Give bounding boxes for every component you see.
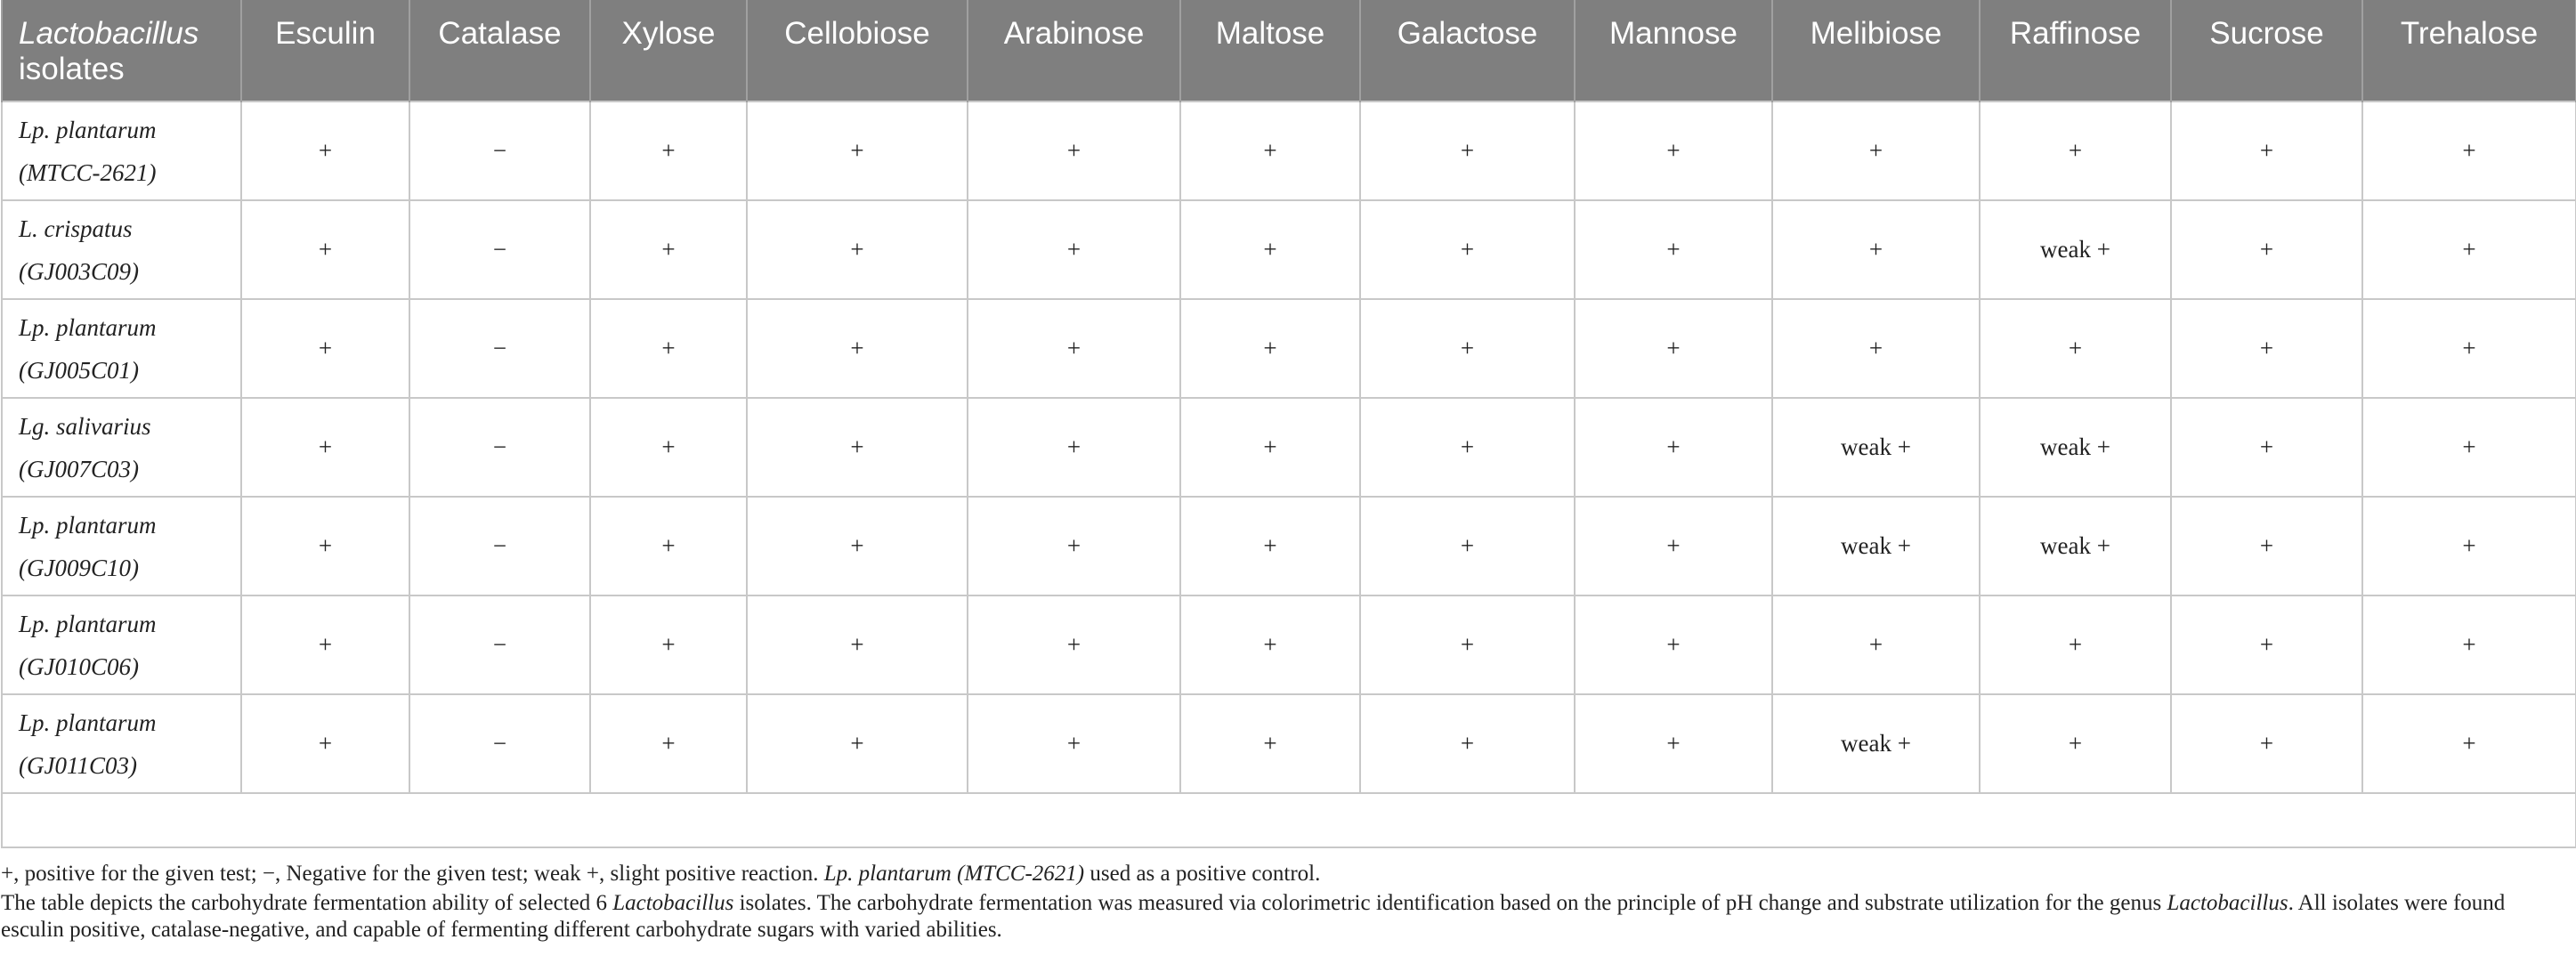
result-cell: + [1980, 595, 2171, 694]
result-cell: + [1575, 497, 1772, 595]
result-cell: + [1772, 299, 1980, 398]
result-cell: + [968, 299, 1180, 398]
empty-cell [2, 793, 2576, 847]
result-cell: + [1772, 200, 1980, 299]
isolate-name: Lp. plantarum [19, 709, 157, 736]
result-cell: + [590, 595, 747, 694]
header-mannose: Mannose [1575, 0, 1772, 101]
result-cell: + [2362, 200, 2576, 299]
isolate-strain: (GJ005C01) [19, 356, 139, 384]
result-cell: weak + [1772, 694, 1980, 793]
description-note [1, 890, 2564, 944]
result-cell: + [968, 101, 1180, 200]
result-cell: + [2362, 595, 2576, 694]
result-cell: + [2362, 299, 2576, 398]
result-cell: + [590, 299, 747, 398]
result-cell: + [241, 299, 409, 398]
result-cell: + [590, 398, 747, 497]
header-melibiose: Melibiose [1772, 0, 1980, 101]
result-cell: + [747, 200, 968, 299]
header-isolates-word: isolates [19, 52, 125, 86]
result-cell: − [409, 595, 590, 694]
isolate-name: L. crispatus [19, 215, 133, 242]
isolate-strain: (MTCC-2621) [19, 158, 157, 186]
header-trehalose: Trehalose [2362, 0, 2576, 101]
result-cell: + [2362, 398, 2576, 497]
header-isolates [2, 0, 241, 101]
header-sucrose: Sucrose [2171, 0, 2362, 101]
isolate-cell [2, 497, 241, 595]
result-cell: + [1180, 200, 1360, 299]
result-cell: + [590, 101, 747, 200]
result-cell: + [1360, 398, 1575, 497]
result-cell: − [409, 694, 590, 793]
header-cellobiose: Cellobiose [747, 0, 968, 101]
table-body [2, 101, 2576, 847]
legend-control-text: used as a positive control. [1090, 862, 1321, 886]
result-cell: + [2171, 497, 2362, 595]
header-isolates-genus: Lactobacillus [19, 16, 199, 51]
fermentation-table [1, 0, 2576, 848]
table-row [2, 200, 2576, 299]
header-maltose: Maltose [1180, 0, 1360, 101]
result-cell: + [1575, 101, 1772, 200]
result-cell: + [1980, 101, 2171, 200]
result-cell: + [1575, 200, 1772, 299]
isolate-cell [2, 694, 241, 793]
result-cell: + [1360, 497, 1575, 595]
isolate-strain: (GJ007C03) [19, 455, 139, 482]
result-cell: + [2171, 299, 2362, 398]
result-cell: + [747, 694, 968, 793]
result-cell: + [1575, 398, 1772, 497]
result-cell: + [590, 200, 747, 299]
result-cell: + [2362, 497, 2576, 595]
result-cell: + [1180, 595, 1360, 694]
result-cell: + [1772, 595, 1980, 694]
result-cell: weak + [1980, 200, 2171, 299]
isolate-strain: (GJ009C10) [19, 554, 139, 581]
legend-control-strain: Lp. plantarum (MTCC-2621) [823, 862, 1085, 886]
result-cell: + [747, 497, 968, 595]
result-cell: + [968, 497, 1180, 595]
isolate-cell [2, 398, 241, 497]
result-cell: + [241, 101, 409, 200]
result-cell: + [2171, 595, 2362, 694]
legend-note [1, 861, 2564, 887]
table-row [2, 299, 2576, 398]
result-cell: + [590, 497, 747, 595]
desc-part2: isolates. The carbohydrate fermentation was measured via colorimetric identification based on the principle of pH change and substrate utilization for the genus [739, 891, 2162, 915]
header-row [2, 0, 2576, 101]
isolate-strain: (GJ011C03) [19, 751, 137, 779]
result-cell: + [1180, 497, 1360, 595]
result-cell: + [747, 398, 968, 497]
result-cell: + [241, 595, 409, 694]
result-cell: + [241, 200, 409, 299]
result-cell: + [1980, 694, 2171, 793]
legend-text: +, positive for the given test; −, Negative for the given test; weak +, slight positive reaction. [1, 862, 819, 886]
empty-row [2, 793, 2576, 847]
result-cell: + [2171, 694, 2362, 793]
isolate-name: Lg. salivarius [19, 412, 151, 440]
header-arabinose: Arabinose [968, 0, 1180, 101]
result-cell: + [1360, 595, 1575, 694]
result-cell: + [1360, 200, 1575, 299]
header-xylose: Xylose [590, 0, 747, 101]
result-cell: + [1180, 398, 1360, 497]
result-cell: + [968, 200, 1180, 299]
result-cell: − [409, 497, 590, 595]
result-cell: − [409, 200, 590, 299]
desc-genus-1: Lactobacillus [612, 891, 734, 915]
result-cell: + [968, 595, 1180, 694]
isolate-strain: (GJ003C09) [19, 257, 139, 285]
isolate-cell [2, 200, 241, 299]
result-cell: − [409, 299, 590, 398]
table-row [2, 497, 2576, 595]
result-cell: + [1180, 299, 1360, 398]
result-cell: + [1980, 299, 2171, 398]
result-cell: + [1180, 694, 1360, 793]
result-cell: + [241, 694, 409, 793]
result-cell: + [1772, 101, 1980, 200]
isolate-cell [2, 101, 241, 200]
result-cell: + [1360, 299, 1575, 398]
result-cell: + [1360, 694, 1575, 793]
result-cell: + [2362, 101, 2576, 200]
result-cell: − [409, 398, 590, 497]
header-esculin: Esculin [241, 0, 409, 101]
result-cell: + [747, 595, 968, 694]
result-cell: + [2171, 398, 2362, 497]
result-cell: weak + [1980, 497, 2171, 595]
table-row [2, 595, 2576, 694]
isolate-cell [2, 595, 241, 694]
table-footnotes [1, 861, 2564, 946]
result-cell: weak + [1980, 398, 2171, 497]
result-cell: + [1575, 694, 1772, 793]
result-cell: + [1360, 101, 1575, 200]
isolate-name: Lp. plantarum [19, 610, 157, 637]
result-cell: + [747, 299, 968, 398]
result-cell: + [241, 497, 409, 595]
isolate-cell [2, 299, 241, 398]
result-cell: weak + [1772, 398, 1980, 497]
header-raffinose: Raffinose [1980, 0, 2171, 101]
isolate-name: Lp. plantarum [19, 313, 157, 341]
desc-genus-2: Lactobacillus [2167, 891, 2288, 915]
table-row [2, 694, 2576, 793]
result-cell: + [1180, 101, 1360, 200]
result-cell: + [747, 101, 968, 200]
result-cell: + [1575, 595, 1772, 694]
result-cell: + [1575, 299, 1772, 398]
result-cell: + [968, 398, 1180, 497]
result-cell: + [968, 694, 1180, 793]
result-cell: + [241, 398, 409, 497]
result-cell: weak + [1772, 497, 1980, 595]
isolate-name: Lp. plantarum [19, 116, 157, 143]
result-cell: + [590, 694, 747, 793]
desc-part1: The table depicts the carbohydrate fermentation ability of selected 6 [1, 891, 607, 915]
result-cell: + [2362, 694, 2576, 793]
result-cell: + [2171, 200, 2362, 299]
result-cell: + [2171, 101, 2362, 200]
desc-part3: . All isolates were found esculin positive, catalase-negative, and capable of fermenting different carbohydrate sugars with varied abilities. [1, 891, 2506, 942]
table-row [2, 101, 2576, 200]
header-catalase: Catalase [409, 0, 590, 101]
isolate-name: Lp. plantarum [19, 511, 157, 539]
result-cell: − [409, 101, 590, 200]
isolate-strain: (GJ010C06) [19, 652, 139, 680]
header-galactose: Galactose [1360, 0, 1575, 101]
table-row [2, 398, 2576, 497]
